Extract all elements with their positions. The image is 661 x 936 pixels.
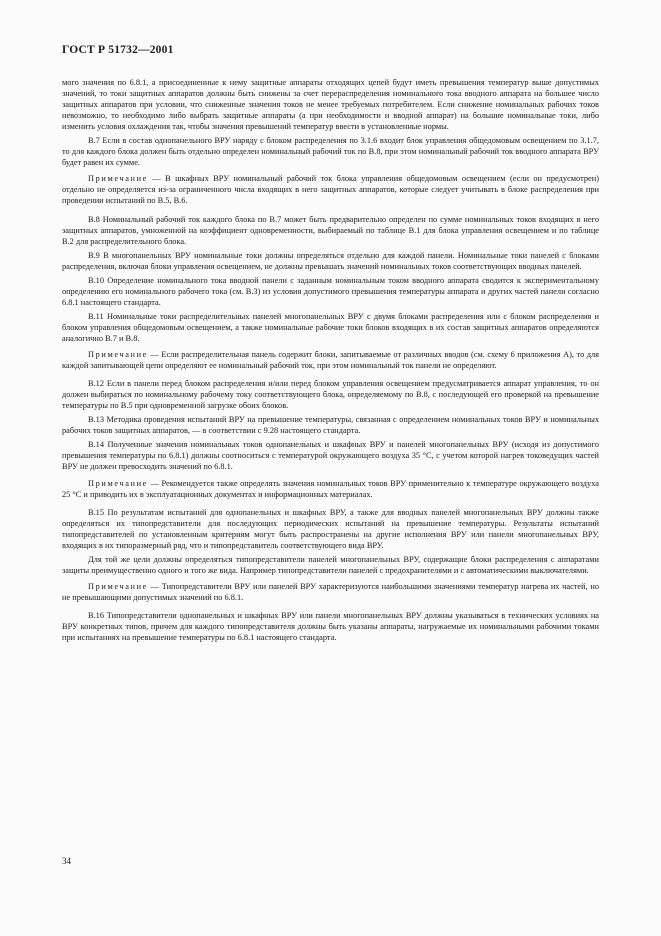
page-number: 34	[62, 856, 71, 866]
paragraph: В.12 Если в панели перед блоком распределения и/или перед блоком управления освещением предусматривается аппарат управления, то он должен выбираться по номинальному рабочему току соответствующего блока, определяемому по В.8, с последующей его проверкой на превышение температуры по В.5 при одновременной загрузке обоих блоков.	[62, 379, 599, 411]
note-label: Примечание	[88, 581, 148, 591]
note-paragraph	[62, 478, 599, 500]
note-label: Примечание	[88, 350, 148, 360]
standard-code-header: ГОСТ Р 51732—2001	[62, 44, 174, 56]
paragraph: В.14 Полученные значения номинальных токов однопанельных и шкафных ВРУ и панелей многопанельных ВРУ (исходя из допустимого превышения температуры по 6.8.1) должны соотноситься с температурой окружающего воздуха 35 °С, с учетом которой нагрев токоведущих частей ВРУ не должен превосходить значений по 6.8.1.	[62, 440, 599, 472]
note-paragraph	[62, 581, 599, 603]
note-label: Примечание	[88, 478, 148, 488]
paragraph: В.7 Если в состав однопанельного ВРУ наряду с блоком распределения по 3.1.6 входит блок управления общедомовым освещением по 3.1.7, то для каждого блока должен быть отдельно определен номинальный рабочий ток по В.8, при этом номинальный рабочий ток вводного аппарата ВРУ будет равен их сумме.	[62, 136, 599, 168]
paragraph: В.10 Определение номинального тока вводной панели с заданным номинальным током вводного аппарата сводится к экспериментальному определению его номинального рабочего тока (см. В.3) из условия допустимого превышения температуры аппарата и других частей панели согласно 6.8.1 настоящего стандарта.	[62, 275, 599, 307]
paragraph: В.13 Методика проведения испытаний ВРУ на превышение температуры, связанная с определением номинальных токов ВРУ и номинальных рабочих токов защитных аппаратов, — в соответствии с 9.28 настоящего стандарта.	[62, 415, 599, 436]
note-paragraph	[62, 173, 599, 206]
paragraph: В.16 Типопредставители однопанельных и шкафных ВРУ или панели многопанельных ВРУ должны указываться в технических условиях на ВРУ конкретных типов, причем для каждого типопредставителя должны быть указаны аппараты, нагружаемые их номинальными рабочими токами при испытаниях на превышение температуры по 6.8.1 настоящего стандарта.	[62, 610, 599, 643]
paragraph: В.11 Номинальные токи распределительных панелей многопанельных ВРУ с двумя блоками распределения или с блоком распределения и блоком управления общедомовым освещением, а также номинальные рабочие токи блоков входящих в их состав защитных аппаратов определяются аналогично В.7 и В.8.	[62, 311, 599, 343]
note-text: — Типопредставители ВРУ или панелей ВРУ характеризуются наибольшими значениями температур нагрева их частей, но не превышающими допустимых значений по 6.8.1.	[62, 581, 599, 602]
paragraph: Для той же цели должны определяться типопредставители панелей многопанельных ВРУ, содержащие блоки распределения с аппаратами защиты преимущественно одного и того же вида. Например типопредставители панелей с предохранителями и с автоматическими выключателями.	[62, 554, 599, 575]
note-text: — Рекомендуется также определять значения номинальных токов ВРУ применительно к температуре окружающего воздуха 25 °С и приводить их в эксплуатационных документах и информационных материалах.	[62, 478, 599, 499]
paragraph-continuation: мого значения по 6.8.1, а присоединенные к нему защитные аппараты отходящих цепей будут иметь превышения температур выше допустимых значений, то токи защитных аппаратов должны быть снижены за счет перераспределения номинального тока вводного аппарата на большее число защитных аппаратов при условии, что сниженные значения токов не менее требуемых потребителем. Если снижение номинальных рабочих токов невозможно, то необходимо либо выбрать защитные аппараты (а при необходимости и вводной аппарат) на большие номинальные токи, либо изменить условия охлаждения так, чтобы значения превышений температур ввести в установленные нормы.	[62, 78, 599, 132]
paragraph: В.15 По результатам испытаний для однопанельных и шкафных ВРУ, а также для вводных панелей многопанельных ВРУ должны также определяться их типопредставители для последующих периодических испытаний на превышение температуры. Результаты испытаний типопредставителей по установленным критериям могут быть распространены на другие исполнения ВРУ или панели многопанельных ВРУ, входящих в их типоразмерный ряд, что и типопредставитель соответствующего вида ВРУ.	[62, 507, 599, 550]
paragraph: В.8 Номинальный рабочий ток каждого блока по В.7 может быть предварительно определен по сумме номинальных токов входящих в него защитных аппаратов, умноженной на коэффициент одновременности, выбираемый по таблице В.1 для блока управления освещением и по таблице В.2 для распределительного блока.	[62, 214, 599, 246]
paragraph: В.9 В многопанельных ВРУ номинальные токи должны определяться отдельно для каждой панели. Номинальные токи панелей с блоками распределения, включая блоки управления освещением, не должны превышать значений номинальных токов соответствующих вводных панелей.	[62, 250, 599, 271]
note-text: — Если распределительная панель содержит блоки, запитываемые от различных вводов (см. схему 6 приложения А), то для каждой запитывающей цепи определяют ее номинальный рабочий ток, при этом номинальный ток панели не определяют.	[62, 350, 599, 371]
note-label: Примечание	[88, 174, 148, 184]
note-paragraph	[62, 349, 599, 371]
note-text: — В шкафных ВРУ номинальный рабочий ток блока управления общедомовым освещением (если он предусмотрен) отдельно не определяется из-за ограниченного числа входящих в него защитных аппаратов, которые следует учитывать в блоке распределения при проведении испытаний по В.5, В.6.	[62, 174, 599, 206]
document-body	[62, 77, 599, 646]
